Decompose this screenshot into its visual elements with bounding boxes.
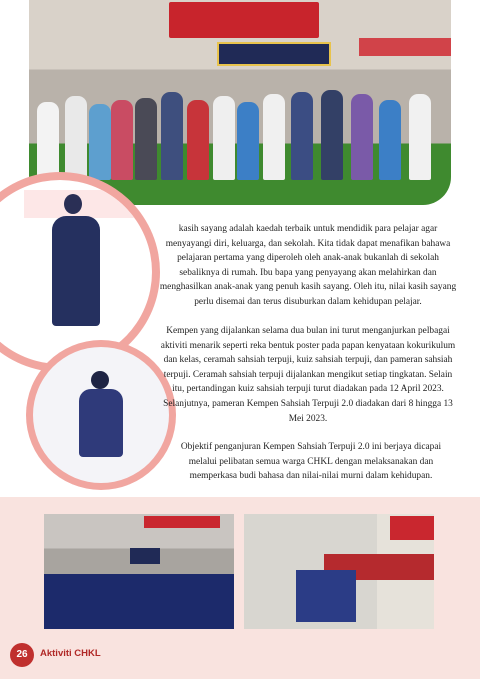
- photo-person: [213, 96, 235, 180]
- page-number: 26: [10, 643, 34, 667]
- section-label: Aktiviti CHKL: [40, 648, 101, 659]
- photo-person: [161, 92, 183, 180]
- photo-speaker-head: [64, 194, 82, 214]
- photo-stage-sign: [130, 548, 160, 564]
- photo-person: [135, 98, 157, 180]
- photo-person: [187, 100, 209, 180]
- exhibition-photo: [244, 514, 434, 629]
- photo-person: [111, 100, 133, 180]
- photo-person: [263, 94, 285, 180]
- article-paragraph-2: Kempen yang dijalankan selama dua bulan ini turut menganjurkan pelbagai aktiviti menarik seperti reka bentuk poster pada papan kenyataan kokurikulum dan kelas, ceramah sahsiah terpuji, kuiz sahsiah terpuji, dan pameran sahsiah terpuji. Ceramah sahsiah terpuji dijalankan mengikut setiap tingkatan. Selain itu, pertandingan kuiz sahsiah terpuji turut diadakan pada 12 April 2023. Selanjutnya, pameran Kempen Sahsiah Terpuji 2.0 diadakan dari 8 hingga 13 Mei 2023.: [160, 326, 456, 424]
- photo-exhibit-board: [296, 570, 356, 622]
- photo-person: [351, 94, 373, 180]
- photo-person: [321, 90, 343, 180]
- photo-person: [409, 94, 431, 180]
- photo-speaker-suit: [79, 389, 123, 457]
- article-paragraph-3: Objektif penganjuran Kempen Sahsiah Terpuji 2.0 ini berjaya dicapai melalui pelibatan semua warga CHKL dengan melaksanakan dan memperkasa budi bahasa dan nilai-nilai murni dalam kehidupan.: [180, 442, 442, 482]
- photo-navy-banner: [217, 42, 331, 66]
- photo-person: [237, 102, 259, 180]
- photo-person: [65, 96, 87, 180]
- photo-red-banner: [169, 2, 319, 38]
- photo-person: [291, 92, 313, 180]
- group-photo: [29, 0, 451, 205]
- photo-speaker-head: [91, 371, 109, 389]
- photo-backdrop: [24, 190, 152, 218]
- photo-red-banner: [390, 516, 434, 540]
- photo-speaker-uniform: [52, 216, 100, 326]
- speaker-photo-circle-2: [26, 340, 176, 490]
- photo-person: [37, 102, 59, 180]
- assembly-photo: [44, 514, 234, 629]
- photo-person: [379, 100, 401, 180]
- photo-person: [89, 104, 111, 180]
- article-paragraph-1: kasih sayang adalah kaedah terbaik untuk mendidik para pelajar agar menyayangi diri, keluarga, dan sekolah. Kita tidak dapat menafikan bahawa pelajaran pertama yang diperoleh oleh anak-anak bukanlah di sekolah sebaliknya di rumah. Ibu bapa yang penyayang akan melahirkan dan menghasilkan anak-anak yang penuh kasih sayang. Oleh itu, nilai kasih sayang perlu disemai dan terus disuburkan dalam kehidupan pelajar.: [159, 224, 457, 307]
- photo-red-sign: [359, 38, 451, 56]
- photo-red-banner: [144, 516, 220, 528]
